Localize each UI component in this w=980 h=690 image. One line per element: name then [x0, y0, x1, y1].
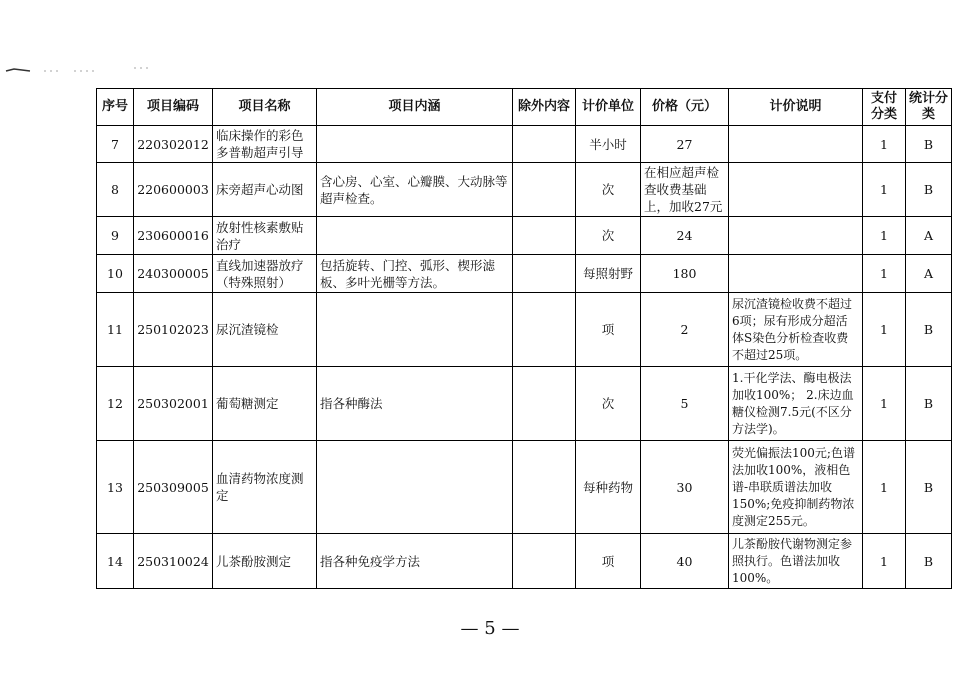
- cell-price: 24: [641, 217, 729, 255]
- cell-unit: 项: [576, 534, 641, 589]
- page-number: — 5 —: [460, 618, 520, 639]
- header-excluded: 除外内容: [513, 89, 576, 126]
- cell-excluded: [513, 126, 576, 163]
- cell-no: 8: [97, 163, 134, 217]
- cell-excluded: [513, 293, 576, 367]
- cell-code: 250102023: [134, 293, 213, 367]
- cell-price: 在相应超声检查收费基础上，加收27元: [641, 163, 729, 217]
- header-no: 序号: [97, 89, 134, 126]
- cell-stat: B: [906, 441, 952, 534]
- header-unit: 计价单位: [576, 89, 641, 126]
- cell-name: 尿沉渣镜检: [213, 293, 317, 367]
- cell-code: 240300005: [134, 255, 213, 293]
- cell-price: 30: [641, 441, 729, 534]
- header-stat: 统计分类: [906, 89, 952, 126]
- cell-content: 含心房、心室、心瓣膜、大动脉等超声检查。: [317, 163, 513, 217]
- cell-pay: 1: [863, 534, 906, 589]
- cell-unit: 每照射野: [576, 255, 641, 293]
- cell-stat: B: [906, 163, 952, 217]
- cell-name: 直线加速器放疗（特殊照射）: [213, 255, 317, 293]
- cell-no: 7: [97, 126, 134, 163]
- table-row: [97, 163, 952, 217]
- cell-name: 葡萄糖测定: [213, 367, 317, 441]
- cell-code: 220302012: [134, 126, 213, 163]
- cell-pay: 1: [863, 367, 906, 441]
- cell-note: [729, 163, 863, 217]
- cell-note: [729, 126, 863, 163]
- cell-pay: 1: [863, 126, 906, 163]
- cell-unit: 每种药物: [576, 441, 641, 534]
- cell-name: 放射性核素敷贴治疗: [213, 217, 317, 255]
- table-row: [97, 217, 952, 255]
- cell-content: 指各种酶法: [317, 367, 513, 441]
- cell-stat: B: [906, 293, 952, 367]
- cell-content: [317, 126, 513, 163]
- cell-note: [729, 255, 863, 293]
- table-row: [97, 367, 952, 441]
- cell-excluded: [513, 163, 576, 217]
- cell-excluded: [513, 441, 576, 534]
- header-price: 价格（元）: [641, 89, 729, 126]
- cell-content: 指各种免疫学方法: [317, 534, 513, 589]
- cell-stat: B: [906, 367, 952, 441]
- cell-name: 临床操作的彩色多普勒超声引导: [213, 126, 317, 163]
- table-row: [97, 255, 952, 293]
- cell-content: [317, 217, 513, 255]
- table-row: [97, 126, 952, 163]
- cell-excluded: [513, 255, 576, 293]
- cell-pay: 1: [863, 217, 906, 255]
- cell-stat: A: [906, 255, 952, 293]
- cell-unit: 半小时: [576, 126, 641, 163]
- cell-pay: 1: [863, 293, 906, 367]
- cell-content: [317, 441, 513, 534]
- cell-pay: 1: [863, 163, 906, 217]
- cell-note: 荧光偏振法100元;色谱法加收100%，液相色谱-串联质谱法加收150%;免疫抑制药物浓度测定255元。: [729, 441, 863, 534]
- cell-pay: 1: [863, 255, 906, 293]
- header-name: 项目名称: [213, 89, 317, 126]
- cell-name: 血清药物浓度测定: [213, 441, 317, 534]
- cell-no: 10: [97, 255, 134, 293]
- cell-note: 尿沉渣镜检收费不超过6项；尿有形成分超活体S染色分析检查收费不超过25项。: [729, 293, 863, 367]
- header-code: 项目编码: [134, 89, 213, 126]
- cell-code: 230600016: [134, 217, 213, 255]
- cell-price: 2: [641, 293, 729, 367]
- cell-unit: 次: [576, 367, 641, 441]
- table-row: [97, 293, 952, 367]
- cell-price: 40: [641, 534, 729, 589]
- cell-name: 儿茶酚胺测定: [213, 534, 317, 589]
- cell-code: 250310024: [134, 534, 213, 589]
- scan-artifact-mark: [4, 66, 154, 74]
- table-row: [97, 534, 952, 589]
- cell-price: 5: [641, 367, 729, 441]
- header-note: 计价说明: [729, 89, 863, 126]
- cell-pay: 1: [863, 441, 906, 534]
- fee-table: [96, 88, 952, 589]
- cell-code: 250309005: [134, 441, 213, 534]
- header-content: 项目内涵: [317, 89, 513, 126]
- table-header-row: [97, 89, 952, 126]
- cell-price: 180: [641, 255, 729, 293]
- cell-content: [317, 293, 513, 367]
- cell-code: 220600003: [134, 163, 213, 217]
- cell-stat: B: [906, 126, 952, 163]
- cell-name: 床旁超声心动图: [213, 163, 317, 217]
- cell-no: 13: [97, 441, 134, 534]
- cell-content: 包括旋转、门控、弧形、楔形滤板、多叶光栅等方法。: [317, 255, 513, 293]
- cell-unit: 次: [576, 163, 641, 217]
- cell-no: 11: [97, 293, 134, 367]
- header-pay: 支付分类: [863, 89, 906, 126]
- table-row: [97, 441, 952, 534]
- cell-stat: B: [906, 534, 952, 589]
- cell-unit: 次: [576, 217, 641, 255]
- cell-note: 1.干化学法、酶电极法加收100%； 2.床边血糖仪检测7.5元(不区分方法学)。: [729, 367, 863, 441]
- cell-no: 14: [97, 534, 134, 589]
- cell-price: 27: [641, 126, 729, 163]
- cell-excluded: [513, 367, 576, 441]
- cell-no: 12: [97, 367, 134, 441]
- cell-excluded: [513, 217, 576, 255]
- cell-excluded: [513, 534, 576, 589]
- cell-unit: 项: [576, 293, 641, 367]
- cell-stat: A: [906, 217, 952, 255]
- cell-note: 儿茶酚胺代谢物测定参照执行。色谱法加收100%。: [729, 534, 863, 589]
- cell-note: [729, 217, 863, 255]
- cell-code: 250302001: [134, 367, 213, 441]
- cell-no: 9: [97, 217, 134, 255]
